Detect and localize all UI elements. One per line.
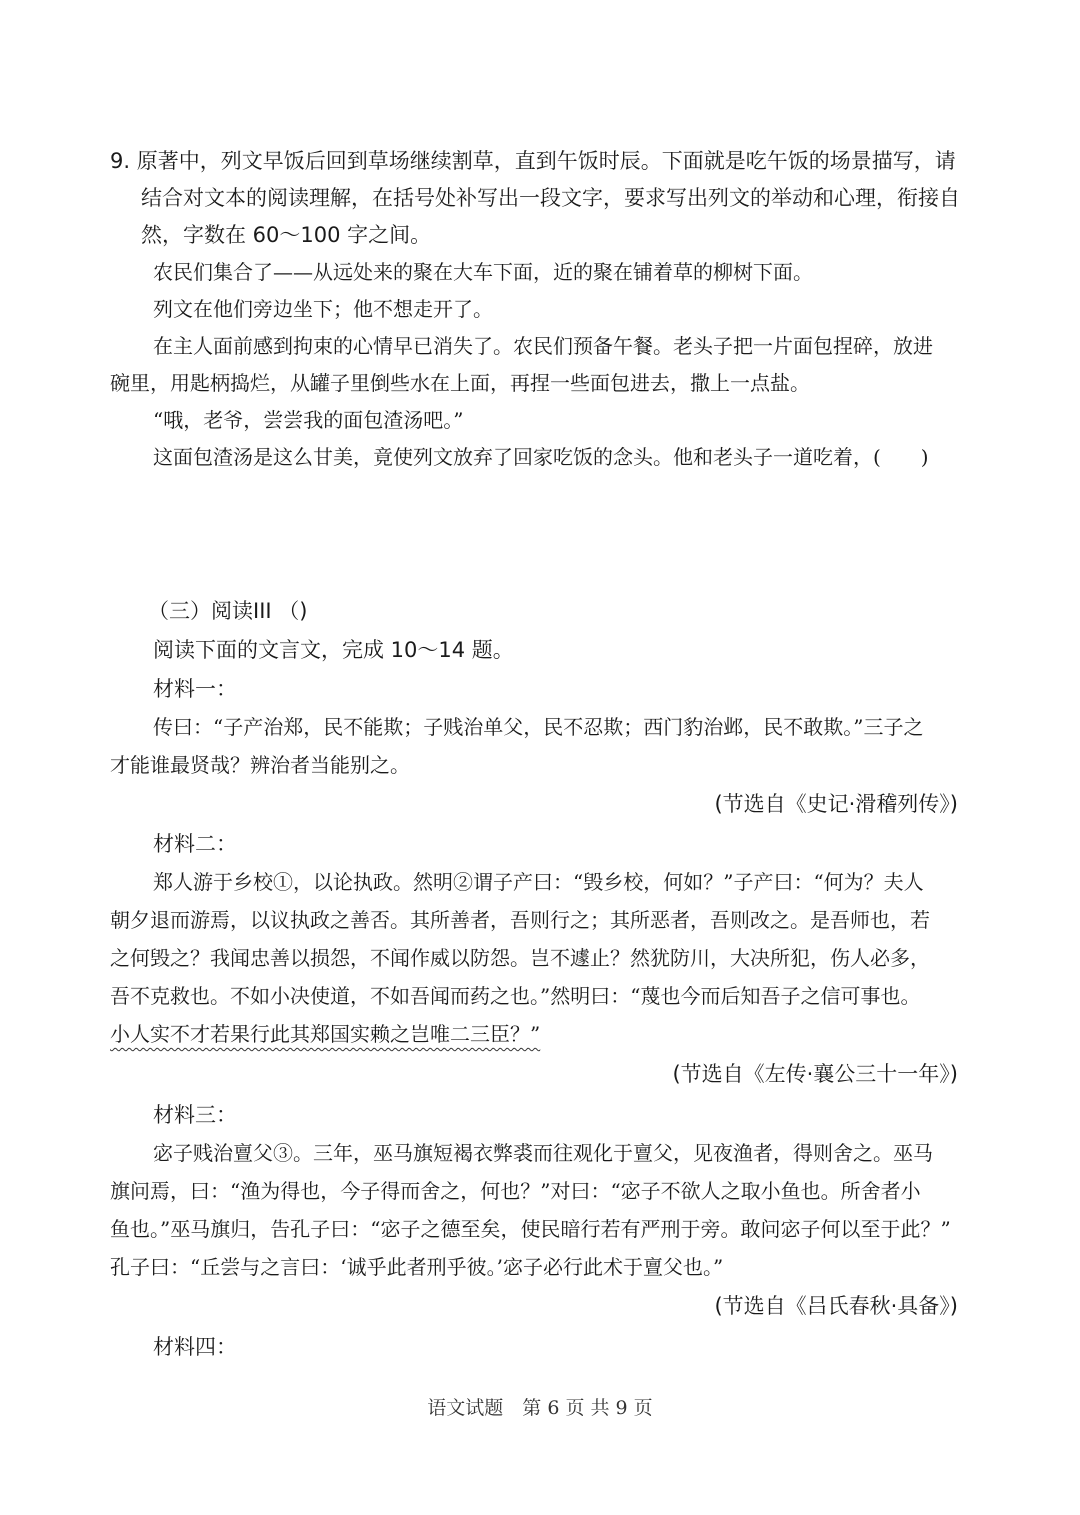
material-3-source: (节选自《吕氏春秋·具备》) xyxy=(714,1294,958,1318)
excerpt-paragraph-5: 这面包渣汤是这么甘美，竟使列文放弃了回家吃饭的念头。他和老头子一道吃着，( ) xyxy=(153,445,929,469)
excerpt-paragraph-2: 列文在他们旁边坐下；他不想走开了。 xyxy=(153,297,493,321)
material-2-source: (节选自《左传·襄公三十一年》) xyxy=(672,1062,958,1086)
material-3-line-4: 孔子曰：“丘尝与之言曰：‘诚乎此者刑乎彼。’宓子必行此术于亶父也。” xyxy=(110,1255,724,1279)
material-3-line-3: 鱼也。”巫马旗归，告孔子曰：“宓子之德至矣，使民暗行若有严刑于旁。敢问宓子何以至于此？” xyxy=(110,1217,951,1241)
question-9-line-2: 结合对文本的阅读理解，在括号处补写出一段文字，要求写出列文的举动和心理，衔接自 xyxy=(141,186,960,210)
material-1-line-2: 才能谁最贤哉？辨治者当能别之。 xyxy=(110,753,410,777)
material-3-line-2: 旗问焉，曰：“渔为得也，今子得而舍之，何也？”对曰：“宓子不欲人之取小鱼也。所舍者小 xyxy=(110,1179,921,1203)
excerpt-paragraph-3-line-2: 碗里，用匙柄捣烂，从罐子里倒些水在上面，再捏一些面包进去，撒上一点盐。 xyxy=(110,371,810,395)
page-footer: 语文试题 第 6 页 共 9 页 xyxy=(427,1397,653,1419)
material-1-source: (节选自《史记·滑稽列传》) xyxy=(714,792,958,816)
question-9-line-3: 然，字数在 60～100 字之间。 xyxy=(141,223,432,247)
material-3-line-1: 宓子贱治亶父③。三年，巫马旗短褐衣弊裘而往观化于亶父，见夜渔者，得则舍之。巫马 xyxy=(153,1141,933,1165)
material-2-line-2: 朝夕退而游焉，以议执政之善否。其所善者，吾则行之；其所恶者，吾则改之。是吾师也，若 xyxy=(110,908,930,932)
material-2-underlined-sentence: 小人实不才若果行此其郑国实赖之岂唯二三臣？” xyxy=(110,1022,541,1046)
material-1-label: 材料一： xyxy=(153,677,237,701)
excerpt-paragraph-1: 农民们集合了——从远处来的聚在大车下面，近的聚在铺着草的柳树下面。 xyxy=(153,260,813,284)
material-1-line-1: 传曰：“子产治郑，民不能欺；子贱治单父，民不忍欺；西门豹治邺，民不敢欺。”三子之 xyxy=(153,715,924,739)
material-4-label: 材料四： xyxy=(153,1335,237,1359)
material-2-line-1: 郑人游于乡校①，以论执政。然明②谓子产曰：“毁乡校，何如？”子产曰：“何为？夫人 xyxy=(153,870,924,894)
question-9-line-1: 9. 原著中，列文早饭后回到草场继续割草，直到午饭时辰。下面就是吃午饭的场景描写，请 xyxy=(110,149,956,173)
material-2-line-3: 之何毁之？我闻忠善以损怨，不闻作威以防怨。岂不遽止？然犹防川，大决所犯，伤人必多， xyxy=(110,946,930,970)
section-3-instruction: 阅读下面的文言文，完成 10～14 题。 xyxy=(153,638,514,662)
excerpt-paragraph-4: “哦，老爷，尝尝我的面包渣汤吧。” xyxy=(153,408,464,432)
section-3-title: （三）阅读III （) xyxy=(148,599,308,623)
material-2-label: 材料二： xyxy=(153,832,237,856)
material-3-label: 材料三： xyxy=(153,1103,237,1127)
material-2-line-4: 吾不克救也。不如小决使道，不如吾闻而药之也。”然明曰：“蔑也今而后知吾子之信可事也。 xyxy=(110,984,921,1008)
excerpt-paragraph-3-line-1: 在主人面前感到拘束的心情早已消失了。农民们预备午餐。老头子把一片面包捏碎，放进 xyxy=(153,334,933,358)
